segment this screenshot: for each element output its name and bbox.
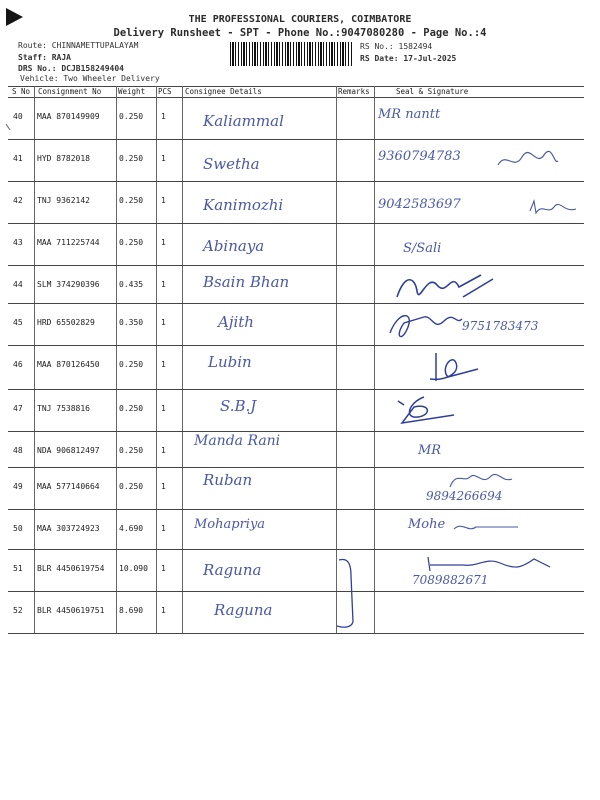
- table-row: [8, 139, 584, 181]
- pcs-cell: 1: [161, 280, 166, 289]
- pcs-cell: 1: [161, 112, 166, 121]
- consignment-cell: MAA 577140664: [37, 482, 100, 491]
- table-row: [8, 591, 584, 633]
- margin-tick: [4, 122, 14, 132]
- weight-cell: 0.435: [119, 280, 144, 289]
- signature-scribble: [446, 469, 516, 491]
- consignee-handwriting: Raguna: [203, 561, 262, 579]
- table-row: [8, 303, 584, 345]
- signature-scribble: [452, 519, 522, 535]
- consignment-cell: NDA 906812497: [37, 446, 100, 455]
- weight-cell: 0.250: [119, 154, 144, 163]
- sno-cell: 51: [13, 564, 23, 573]
- pcs-cell: 1: [161, 482, 166, 491]
- drs-number-field: DRS No.: DCJB158249404: [18, 64, 124, 73]
- signature-handwriting: 9360794783: [378, 149, 461, 164]
- pcs-cell: 1: [161, 154, 166, 163]
- sno-cell: 50: [13, 524, 23, 533]
- weight-cell: 0.250: [119, 196, 144, 205]
- col-header-remarks: Remarks: [338, 87, 370, 96]
- vehicle-field: Vehicle: Two Wheeler Delivery: [20, 74, 160, 83]
- weight-cell: 10.090: [119, 564, 148, 573]
- consignment-cell: MAA 870126450: [37, 360, 100, 369]
- consignment-cell: MAA 711225744: [37, 238, 100, 247]
- signature-scribble: [426, 349, 486, 385]
- sno-cell: 49: [13, 482, 23, 491]
- weight-cell: 0.250: [119, 238, 144, 247]
- sno-cell: 52: [13, 606, 23, 615]
- consignment-cell: MAA 303724923: [37, 524, 100, 533]
- consignment-cell: MAA 870149909: [37, 112, 100, 121]
- table-row: [8, 509, 584, 549]
- consignee-handwriting: Raguna: [214, 601, 273, 619]
- weight-cell: 0.250: [119, 482, 144, 491]
- pcs-cell: 1: [161, 446, 166, 455]
- col-header-consignment: Consignment No: [38, 87, 102, 96]
- table-row: [8, 97, 584, 139]
- weight-cell: 4.690: [119, 524, 144, 533]
- signature-handwriting: S/Sali: [403, 241, 442, 256]
- table-row: [8, 389, 584, 431]
- signature-handwriting: 9751783473: [462, 319, 539, 333]
- pcs-cell: 1: [161, 196, 166, 205]
- consignee-handwriting: Lubin: [208, 353, 252, 371]
- pcs-cell: 1: [161, 360, 166, 369]
- table-row: [8, 181, 584, 223]
- sno-cell: 43: [13, 238, 23, 247]
- consignment-cell: HRD 65502829: [37, 318, 95, 327]
- sno-cell: 40: [13, 112, 23, 121]
- consignee-handwriting: Abinaya: [203, 237, 265, 255]
- table-row: [8, 431, 584, 467]
- consignee-handwriting: Bsain Bhan: [203, 273, 290, 291]
- pcs-cell: 1: [161, 606, 166, 615]
- signature-handwriting: Mohe: [408, 517, 446, 532]
- weight-cell: 0.250: [119, 360, 144, 369]
- signature-handwriting: MR: [418, 443, 442, 458]
- table-row: [8, 549, 584, 591]
- signature-handwriting: 9894266694: [426, 489, 503, 503]
- consignee-handwriting: S.B.J: [220, 397, 257, 415]
- rs-date-field: RS Date: 17-Jul-2025: [360, 54, 457, 63]
- sno-cell: 48: [13, 446, 23, 455]
- table-bottom-rule: [8, 633, 584, 634]
- signature-handwriting: 7089882671: [412, 573, 489, 587]
- weight-cell: 8.690: [119, 606, 144, 615]
- sno-cell: 41: [13, 154, 23, 163]
- pcs-cell: 1: [161, 524, 166, 533]
- sno-cell: 47: [13, 404, 23, 413]
- company-title: THE PROFESSIONAL COURIERS, COIMBATORE: [188, 14, 412, 25]
- consignment-cell: BLR 4450619751: [37, 606, 105, 615]
- signature-scribble: [393, 267, 503, 303]
- rs-number-field: RS No.: 1582494: [360, 42, 433, 51]
- signature-scribble: [528, 197, 578, 219]
- col-header-sno: S No: [12, 87, 31, 96]
- consignee-handwriting: Ajith: [218, 313, 254, 331]
- signature-handwriting: MR nantt: [378, 107, 441, 122]
- col-header-pcs: PCS: [158, 87, 172, 96]
- table-row: [8, 345, 584, 389]
- staff-field: Staff: RAJA: [18, 53, 71, 62]
- consignee-handwriting: Kaliammal: [203, 112, 284, 130]
- consignee-handwriting: Kanimozhi: [203, 196, 284, 214]
- sno-cell: 42: [13, 196, 23, 205]
- route-field: Route: CHINNAMETTUPALAYAM: [18, 41, 139, 50]
- runsheet-subtitle: Delivery Runsheet - SPT - Phone No.:9047080280 - Page No.:4: [113, 27, 487, 39]
- consignee-handwriting: Swetha: [203, 155, 260, 173]
- table-row: [8, 265, 584, 303]
- signature-handwriting: 9042583697: [378, 197, 461, 212]
- signature-scribble: [496, 147, 560, 173]
- consignment-cell: HYD 8782018: [37, 154, 90, 163]
- runsheet-table: [8, 86, 584, 633]
- pcs-cell: 1: [161, 238, 166, 247]
- weight-cell: 0.250: [119, 446, 144, 455]
- signature-scribble: [384, 309, 464, 339]
- pcs-cell: 1: [161, 404, 166, 413]
- barcode: [230, 42, 352, 66]
- bracket-mark: [333, 556, 363, 632]
- consignment-cell: SLM 374290396: [37, 280, 100, 289]
- sno-cell: 44: [13, 280, 23, 289]
- consignee-handwriting: Mohapriya: [194, 517, 266, 532]
- table-row: [8, 467, 584, 509]
- consignee-handwriting: Ruban: [203, 471, 253, 489]
- sno-cell: 45: [13, 318, 23, 327]
- pcs-cell: 1: [161, 318, 166, 327]
- weight-cell: 0.250: [119, 404, 144, 413]
- col-header-signature: Seal & Signature: [396, 87, 469, 96]
- weight-cell: 0.350: [119, 318, 144, 327]
- col-header-weight: Weight: [118, 87, 146, 96]
- consignment-cell: BLR 4450619754: [37, 564, 105, 573]
- weight-cell: 0.250: [119, 112, 144, 121]
- col-header-consignee: Consignee Details: [185, 87, 262, 96]
- signature-scribble: [424, 553, 554, 575]
- consignment-cell: TNJ 9362142: [37, 196, 90, 205]
- table-row: [8, 223, 584, 265]
- consignment-cell: TNJ 7538816: [37, 404, 90, 413]
- consignee-handwriting: Manda Rani: [194, 433, 281, 449]
- sno-cell: 46: [13, 360, 23, 369]
- signature-scribble: [394, 393, 464, 427]
- pcs-cell: 1: [161, 564, 166, 573]
